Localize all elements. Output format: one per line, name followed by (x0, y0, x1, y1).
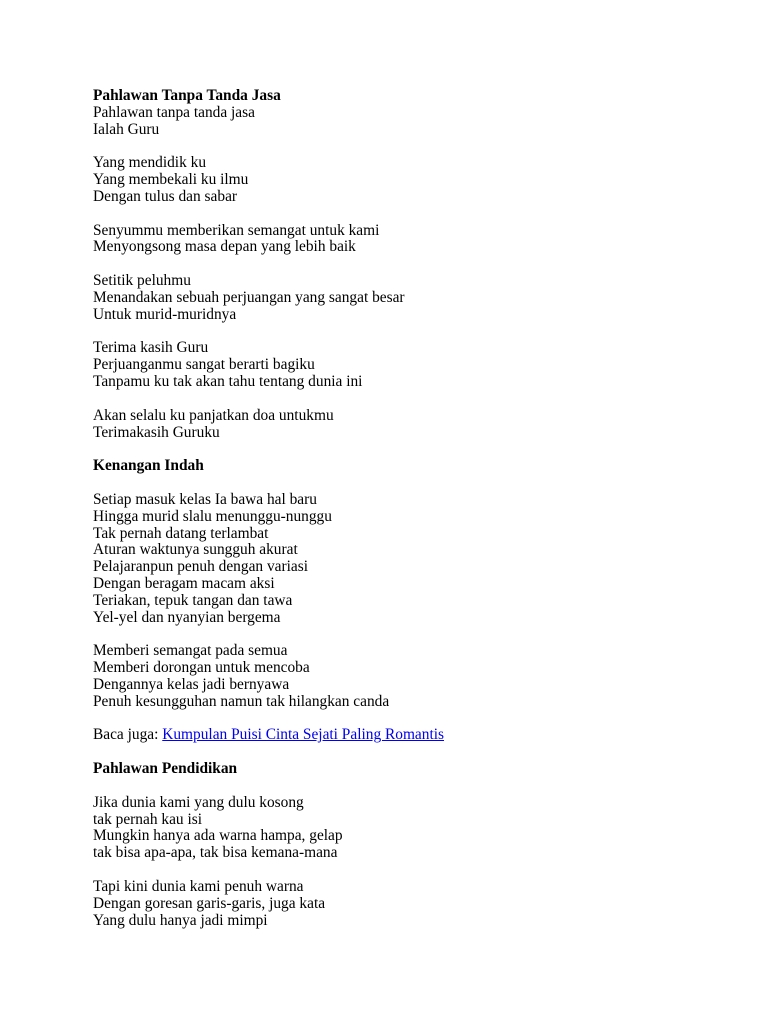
stanza-gap (93, 391, 733, 408)
stanza-gap (93, 256, 733, 273)
poem-line: Ialah Guru (93, 120, 160, 138)
stanza-gap (93, 627, 733, 644)
poem-title: Pahlawan Pendidikan (93, 760, 238, 778)
poem-line: Senyummu memberikan semangat untuk kami (93, 221, 380, 239)
poem-line: Setitik peluhmu (93, 272, 191, 290)
poem-line: Memberi dorongan untuk mencoba (93, 659, 310, 677)
poem-line: Dengan goresan garis-garis, juga kata (93, 894, 326, 912)
poem-line: Perjuanganmu sangat berarti bagiku (93, 356, 315, 374)
stanza-gap (93, 475, 733, 492)
stanza-gap (93, 138, 733, 155)
poem-line: Terima kasih Guru (93, 339, 209, 357)
poem-line: Dengannya kelas jadi bernyawa (93, 675, 290, 693)
poem-line: Menandakan sebuah perjuangan yang sangat besar (93, 288, 405, 306)
poem-title: Pahlawan Tanpa Tanda Jasa (93, 87, 281, 104)
poem-line: Dengan tulus dan sabar (93, 187, 238, 205)
poem-line: Terimakasih Guruku (93, 423, 220, 441)
stanza-gap (93, 778, 733, 795)
poem-line: Yang dulu hanya jadi mimpi (93, 911, 268, 929)
poem-line: Pahlawan tanpa tanda jasa (93, 103, 255, 121)
poem-line: Akan selalu ku panjatkan doa untukmu (93, 406, 334, 424)
poem-line: Mungkin hanya ada warna hampa, gelap (93, 827, 343, 845)
poem-title: Kenangan Indah (93, 457, 204, 475)
section-gap (93, 711, 733, 728)
poem-line: Yang membekali ku ilmu (93, 171, 249, 189)
poem-line: Aturan waktunya sungguh akurat (93, 541, 298, 559)
stanza-gap (93, 206, 733, 223)
poem-line: Memberi semangat pada semua (93, 642, 288, 660)
read-also-label: Baca juga: (93, 726, 159, 744)
poem-line: Teriakan, tepuk tangan dan tawa (93, 591, 293, 609)
poem-line: tak bisa apa-apa, tak bisa kemana-mana (93, 844, 338, 862)
section-gap (93, 744, 733, 761)
poem-line: Penuh kesungguhan namun tak hilangkan canda (93, 692, 390, 710)
poem-line: Hingga murid slalu menunggu-nunggu (93, 507, 332, 525)
poem-line: Yel-yel dan nyanyian bergema (93, 608, 281, 626)
stanza-gap (93, 862, 733, 879)
stanza-gap (93, 324, 733, 341)
poem-line: Jika dunia kami yang dulu kosong (93, 793, 304, 811)
poem-line: Yang mendidik ku (93, 154, 207, 172)
poem-line: Tanpamu ku tak akan tahu tentang dunia ini (93, 373, 363, 391)
poem-line: Setiap masuk kelas Ia bawa hal baru (93, 490, 317, 508)
poem-line: Menyongsong masa depan yang lebih baik (93, 238, 356, 256)
poem-line: Tapi kini dunia kami penuh warna (93, 877, 304, 895)
poem-line: Untuk murid-muridnya (93, 305, 237, 323)
read-also-link[interactable]: Kumpulan Puisi Cinta Sejati Paling Romantis (162, 726, 444, 744)
poem-line: tak pernah kau isi (93, 810, 202, 828)
poem-line: Dengan beragam macam aksi (93, 575, 275, 593)
poem-line: Tak pernah datang terlambat (93, 524, 269, 542)
poem-gap (93, 441, 733, 458)
poem-line: Pelajaranpun penuh dengan variasi (93, 558, 308, 576)
document-body (93, 88, 733, 929)
read-also (93, 727, 733, 744)
